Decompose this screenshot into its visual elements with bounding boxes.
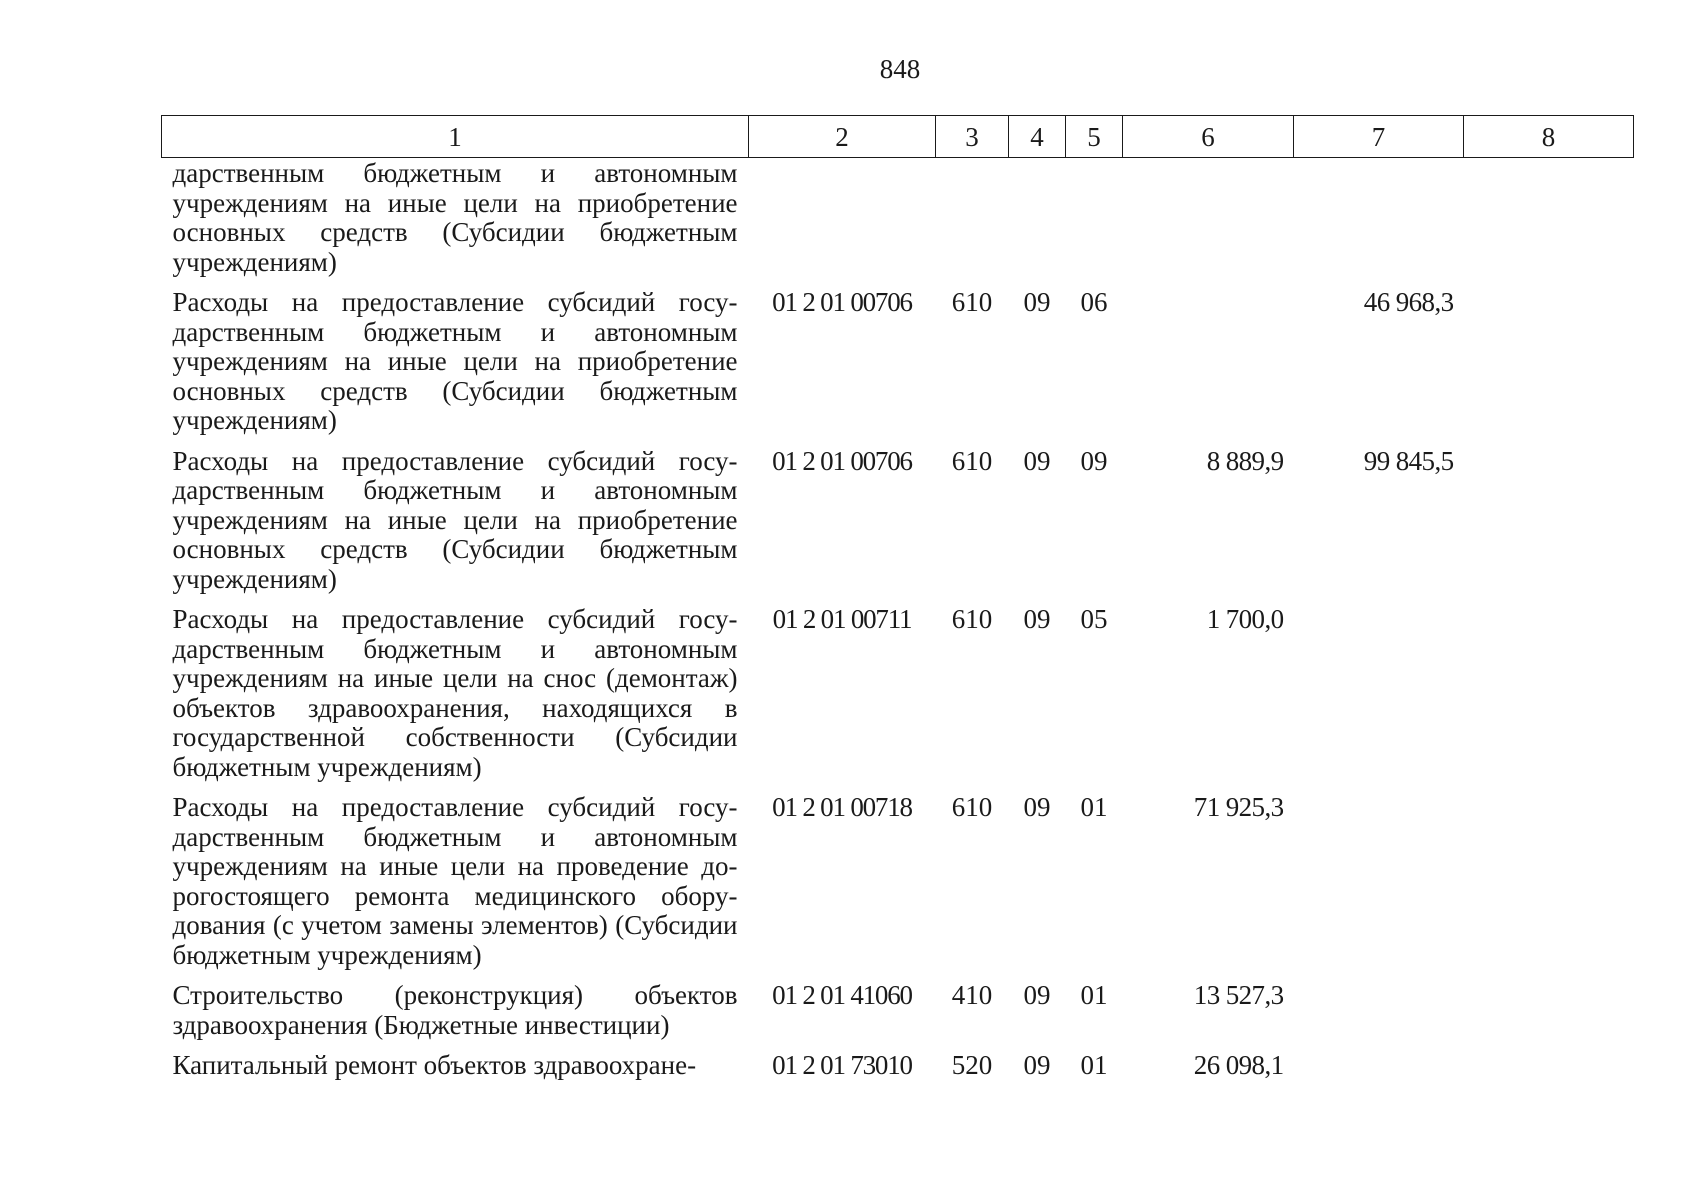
row-amount-col7: 99 845,5 [1363,445,1454,476]
row-expense-type: 610 [951,792,993,822]
row-section: 09 [1023,1050,1051,1080]
row-section [1009,158,1066,289]
row-subsection: 01 [1080,980,1108,1010]
row-section: 09 [1023,287,1051,317]
row-amount-col8 [1464,447,1634,606]
row-amount-col8 [1464,1051,1634,1092]
column-header: 6 [1123,116,1294,158]
column-header: 8 [1464,116,1634,158]
row-amount-col8 [1464,605,1634,793]
table-row [162,1051,1634,1092]
row-description: Строительство (реконструкция) объектов здравоохранения (Бюджетные инвестиции) [172,980,738,1040]
column-header: 7 [1294,116,1464,158]
row-section: 09 [1023,604,1051,634]
row-subsection [1066,158,1123,289]
row-section: 09 [1023,980,1051,1010]
page-number: 848 [879,54,921,84]
table-row [162,447,1634,606]
row-amount-col6 [1123,288,1294,447]
row-description: дарственным бюджетным и автономным учреждениям на иные цели на приобретение основных средств (Субсидии бюджетным учреждениям) [172,158,738,277]
row-amount-col6: 26 098,1 [1193,1050,1284,1080]
column-header: 5 [1066,116,1123,158]
row-subsection: 05 [1080,604,1108,634]
table-row [162,981,1634,1051]
row-target-code: 01 2 01 00706 [772,287,912,317]
row-description: Расходы на предоставление субсидий государственным бюджетным и автономным учреждениям на иные цели на приобретение основных средств (Субсидии бюджетным учреждениям) [172,287,738,435]
row-target-code: 01 2 01 41060 [772,980,912,1010]
header-row [162,116,1634,158]
row-amount-col8 [1464,288,1634,447]
row-subsection: 01 [1080,792,1108,822]
table-row [162,793,1634,981]
row-target-code: 01 2 01 73010 [772,1050,912,1080]
column-header: 3 [936,116,1009,158]
row-target-code: 01 2 01 00711 [772,604,912,634]
row-amount-col7 [1294,981,1464,1051]
row-amount-col8 [1464,793,1634,981]
row-expense-type: 520 [951,1050,993,1080]
row-amount-col8 [1464,158,1634,289]
budget-table [161,115,1634,1092]
row-amount-col8 [1464,981,1634,1051]
row-section: 09 [1023,792,1051,822]
row-amount-col6 [1123,158,1294,289]
row-amount-col7: 46 968,3 [1363,287,1454,317]
column-header: 2 [749,116,936,158]
row-target-code: 01 2 01 00718 [772,792,912,822]
table-row [162,288,1634,447]
row-amount-col7 [1294,158,1464,289]
row-description: Расходы на предоставление субсидий государственным бюджетным и автономным учреждениям на иные цели на приобретение основных средств (Субсидии бюджетным учреждениям) [172,445,738,594]
row-expense-type: 610 [951,604,993,634]
row-expense-type [936,158,1009,289]
row-amount-col6: 1 700,0 [1206,604,1284,634]
row-subsection: 01 [1080,1050,1108,1080]
row-description: Расходы на предоставление субсидий государственным бюджетным и автономным учреждениям на иные цели на снос (демонтаж) объектов здравоохранения, находящихся в государственной собственности (Субсидии бюджетным учреждениям) [172,604,738,782]
column-header: 4 [1009,116,1066,158]
row-description: Расходы на предоставление субсидий государственным бюджетным и автономным учреждениям на иные цели на проведение дорогостоящего ремонта медицинского оборудования (с учетом замены элементов) (Субсидии бюджетным учреждениям) [172,792,738,970]
row-expense-type: 610 [951,445,993,476]
table-row [162,158,1634,289]
row-description: Капитальный ремонт объектов здравоохране- [172,1050,697,1080]
column-header: 1 [162,116,749,158]
table-row [162,605,1634,793]
row-amount-col7 [1294,793,1464,981]
row-target-code: 01 2 01 00706 [772,445,912,476]
row-expense-type: 410 [951,980,993,1010]
row-subsection: 09 [1080,445,1108,476]
row-amount-col6: 8 889,9 [1206,445,1284,476]
row-subsection: 06 [1080,287,1108,317]
row-section: 09 [1023,445,1051,476]
row-expense-type: 610 [951,287,993,317]
row-amount-col7 [1294,605,1464,793]
row-amount-col6: 71 925,3 [1193,792,1284,822]
row-amount-col7 [1294,1051,1464,1092]
row-target-code [749,158,936,289]
row-amount-col6: 13 527,3 [1193,980,1284,1010]
